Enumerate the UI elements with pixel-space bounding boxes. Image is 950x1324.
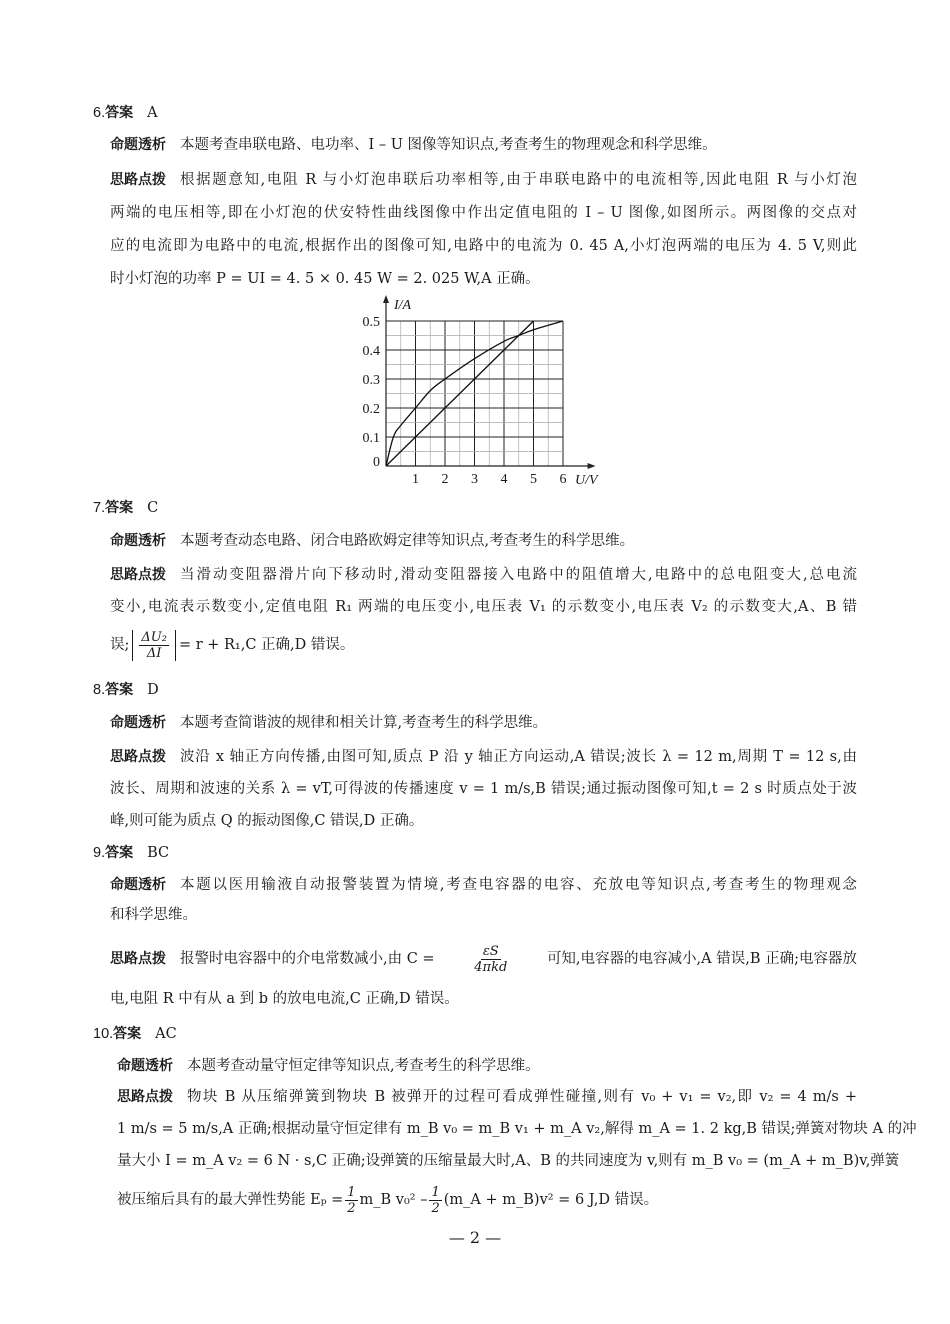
analysis-label: 命题透析 (110, 877, 166, 893)
hint-text (110, 268, 540, 290)
hint-text (110, 778, 857, 800)
text-run: 1 m/s = 5 m/s,A 正确;根据动量守恒定律有 m_B v₀ = m_B v₁ + m_A v₂,解得 m_A = 1. 2 kg,B 错误;弹簧对物块 A 的冲 (117, 1121, 917, 1137)
fraction-numerator: 1 (347, 1184, 356, 1200)
analysis-line (110, 712, 547, 734)
fraction (474, 944, 507, 975)
text-run: 波沿 x 轴正方向传播,由图可知,质点 P 沿 y 轴正方向运动,A 错误;波长 λ = 12 m,周期 T = 12 s,由 (180, 749, 857, 765)
hint-text (110, 202, 857, 224)
text-run: 峰,则可能为质点 Q 的振动图像,C 错误,D 正确。 (110, 813, 424, 829)
analysis-label: 命题透析 (110, 137, 166, 153)
y-axis-label: I/A (394, 298, 412, 313)
answer-value: C (147, 500, 159, 516)
analysis-text: 本题考查动态电路、闭合电路欧姆定律等知识点,考查考生的科学思维。 (180, 533, 635, 549)
text-run: 可知,电容器的电容减小,A 错误,B 正确;电容器放 (546, 951, 857, 967)
y-tick-label: 0.3 (362, 373, 380, 388)
hint-text (180, 944, 857, 975)
question-8-answer (93, 679, 159, 701)
fraction (345, 1185, 357, 1216)
y-tick-label: 0.4 (362, 344, 380, 359)
hint-line (110, 564, 857, 586)
hint-line (117, 1118, 917, 1140)
fraction-denominator: 4πkd (474, 959, 508, 975)
text-run: 误; (110, 637, 130, 653)
x-tick-label: 1 (412, 472, 419, 487)
hint-line (117, 1086, 857, 1108)
answer-label: 答案 (113, 1026, 142, 1042)
x-tick-label: 6 (559, 472, 567, 487)
text-run: 时小灯泡的功率 P = UI = 4. 5 × 0. 45 W = 2. 025 W,A 正确。 (110, 271, 540, 287)
fraction-denominator: 2 (347, 1200, 356, 1216)
hint-label: 思路点拨 (110, 567, 166, 583)
analysis-line (110, 874, 857, 896)
hint-line (110, 988, 459, 1010)
answer-label: 答案 (105, 845, 134, 861)
text-run: 根据题意知,电阻 R 与小灯泡串联后功率相等,由于串联电路中的电流相等,因此电阻 R 与小灯泡 (180, 172, 857, 188)
fraction-numerator: εS (482, 943, 499, 959)
question-6-answer (93, 102, 158, 124)
hint-line (110, 746, 857, 768)
hint-line (117, 1184, 659, 1216)
y-tick-label: 0.1 (362, 431, 380, 446)
question-7-answer (93, 497, 158, 519)
hint-text (110, 810, 423, 832)
analysis-text: 本题考查动量守恒定律等知识点,考查考生的科学思维。 (187, 1058, 540, 1074)
hint-line (110, 268, 540, 290)
hint-line (110, 629, 355, 661)
analysis-label: 命题透析 (117, 1058, 173, 1074)
text-run: 报警时电容器中的介电常数减小,由 C = (180, 951, 435, 967)
question-number: 10. (93, 1026, 114, 1042)
question-number: 7. (93, 500, 106, 516)
hint-line (117, 1150, 900, 1172)
text-run: 被压缩后具有的最大弹性势能 Eₚ = (117, 1192, 344, 1208)
text-run: (m_A + m_B)v² = 6 J,D 错误。 (443, 1192, 659, 1208)
x-tick-label: 4 (500, 472, 508, 487)
hint-text (180, 746, 857, 768)
analysis-line (110, 134, 717, 156)
text-run: 电,电阻 R 中有从 a 到 b 的放电电流,C 正确,D 错误。 (110, 991, 459, 1007)
question-number: 8. (93, 682, 106, 698)
text-run: 当滑动变阻器滑片向下移动时,滑动变阻器接入电路中的阻值增大,电路中的总电阻变大,总电流 (180, 567, 857, 583)
hint-label: 思路点拨 (110, 951, 166, 967)
hint-text (117, 1185, 658, 1216)
analysis-label: 命题透析 (110, 715, 166, 731)
analysis-line (110, 904, 197, 926)
page-number: — 2 — (448, 1228, 502, 1247)
fraction (139, 630, 169, 661)
question-10-answer (93, 1023, 177, 1045)
analysis-text: 本题考查串联电路、电功率、I – U 图像等知识点,考查考生的物理观念和科学思维。 (180, 137, 717, 153)
analysis-text: 本题考查简谐波的规律和相关计算,考查考生的科学思维。 (180, 715, 548, 731)
fraction-numerator: 1 (431, 1184, 440, 1200)
text-run: = r + R₁,C 正确,D 错误。 (178, 637, 355, 653)
y-tick-label: 0.5 (362, 315, 380, 330)
text-run: 变小,电流表示数变小,定值电阻 R₁ 两端的电压变小,电压表 V₁ 的示数变小,电压表 V₂ 的示数变大,A、B 错 (110, 599, 857, 615)
hint-text (117, 1150, 899, 1172)
question-number: 6. (93, 105, 106, 121)
text-run: m_B v₀² – (359, 1192, 428, 1208)
text-run: 波长、周期和波速的关系 λ = vT,可得波的传播速度 v = 1 m/s,B 错误;通过振动图像可知,t = 2 s 时质点处于波 (110, 781, 857, 797)
y-tick-label: 0.2 (362, 402, 380, 417)
text-run: 两端的电压相等,即在小灯泡的伏安特性曲线图像中作出定值电阻的 I – U 图像,如图所示。两图像的交点对 (110, 205, 857, 221)
analysis-line (117, 1055, 540, 1077)
answer-value: BC (147, 845, 170, 861)
hint-text (110, 235, 857, 257)
hint-text (180, 169, 857, 191)
analysis-text: 和科学思维。 (110, 907, 197, 923)
answer-label: 答案 (105, 105, 134, 121)
hint-line (110, 596, 857, 618)
y-tick-label: 0 (373, 455, 380, 470)
answer-value: D (147, 682, 159, 698)
answer-label: 答案 (105, 682, 134, 698)
x-tick-label: 3 (471, 472, 478, 487)
answer-value: AC (155, 1026, 177, 1042)
x-axis-label: U/V (575, 473, 598, 488)
hint-label: 思路点拨 (110, 172, 166, 188)
hint-label: 思路点拨 (110, 749, 166, 765)
fraction-denominator: ΔI (146, 645, 162, 661)
analysis-text: 本题以医用输液自动报警装置为情境,考查电容器的电容、充放电等知识点,考查考生的物理观念 (180, 877, 857, 893)
fraction-denominator: 2 (431, 1200, 440, 1216)
y-axis-arrow-icon (383, 295, 389, 303)
hint-label: 思路点拨 (117, 1089, 173, 1105)
hint-text (180, 564, 857, 586)
question-9-answer (93, 842, 169, 864)
fraction-numerator: ΔU₂ (141, 629, 167, 645)
x-axis-arrow-icon (588, 463, 596, 469)
hint-text (187, 1086, 857, 1108)
x-tick-label: 5 (530, 472, 537, 487)
answer-label: 答案 (105, 500, 134, 516)
hint-line (110, 235, 857, 257)
hint-text (110, 630, 354, 661)
answer-value: A (147, 105, 158, 121)
hint-line (110, 810, 423, 832)
text-run: 量大小 I = m_A v₂ = 6 N · s,C 正确;设弹簧的压缩量最大时,A、B 的共同速度为 v,则有 m_B v₀ = (m_A + m_B)v,弹簧 (117, 1153, 900, 1169)
question-number: 9. (93, 845, 106, 861)
text-run: 物块 B 从压缩弹簧到物块 B 被弹开的过程可看成弹性碰撞,则有 v₀ + v₁ = v₂,即 v₂ = 4 m/s + (187, 1089, 857, 1105)
fraction (429, 1185, 441, 1216)
hint-text (110, 988, 459, 1010)
hint-line (110, 202, 857, 224)
hint-text (117, 1118, 917, 1140)
absolute-value (132, 630, 176, 661)
hint-line (110, 943, 857, 975)
analysis-line (110, 530, 634, 552)
x-tick-label: 2 (441, 472, 449, 487)
analysis-label: 命题透析 (110, 533, 166, 549)
iu-chart (340, 295, 610, 495)
text-run: 应的电流即为电路中的电流,根据作出的图像可知,电路中的电流为 0. 45 A,小灯泡两端的电压为 4. 5 V,则此 (110, 238, 857, 254)
hint-line (110, 778, 857, 800)
hint-line (110, 169, 857, 191)
hint-text (110, 596, 857, 618)
